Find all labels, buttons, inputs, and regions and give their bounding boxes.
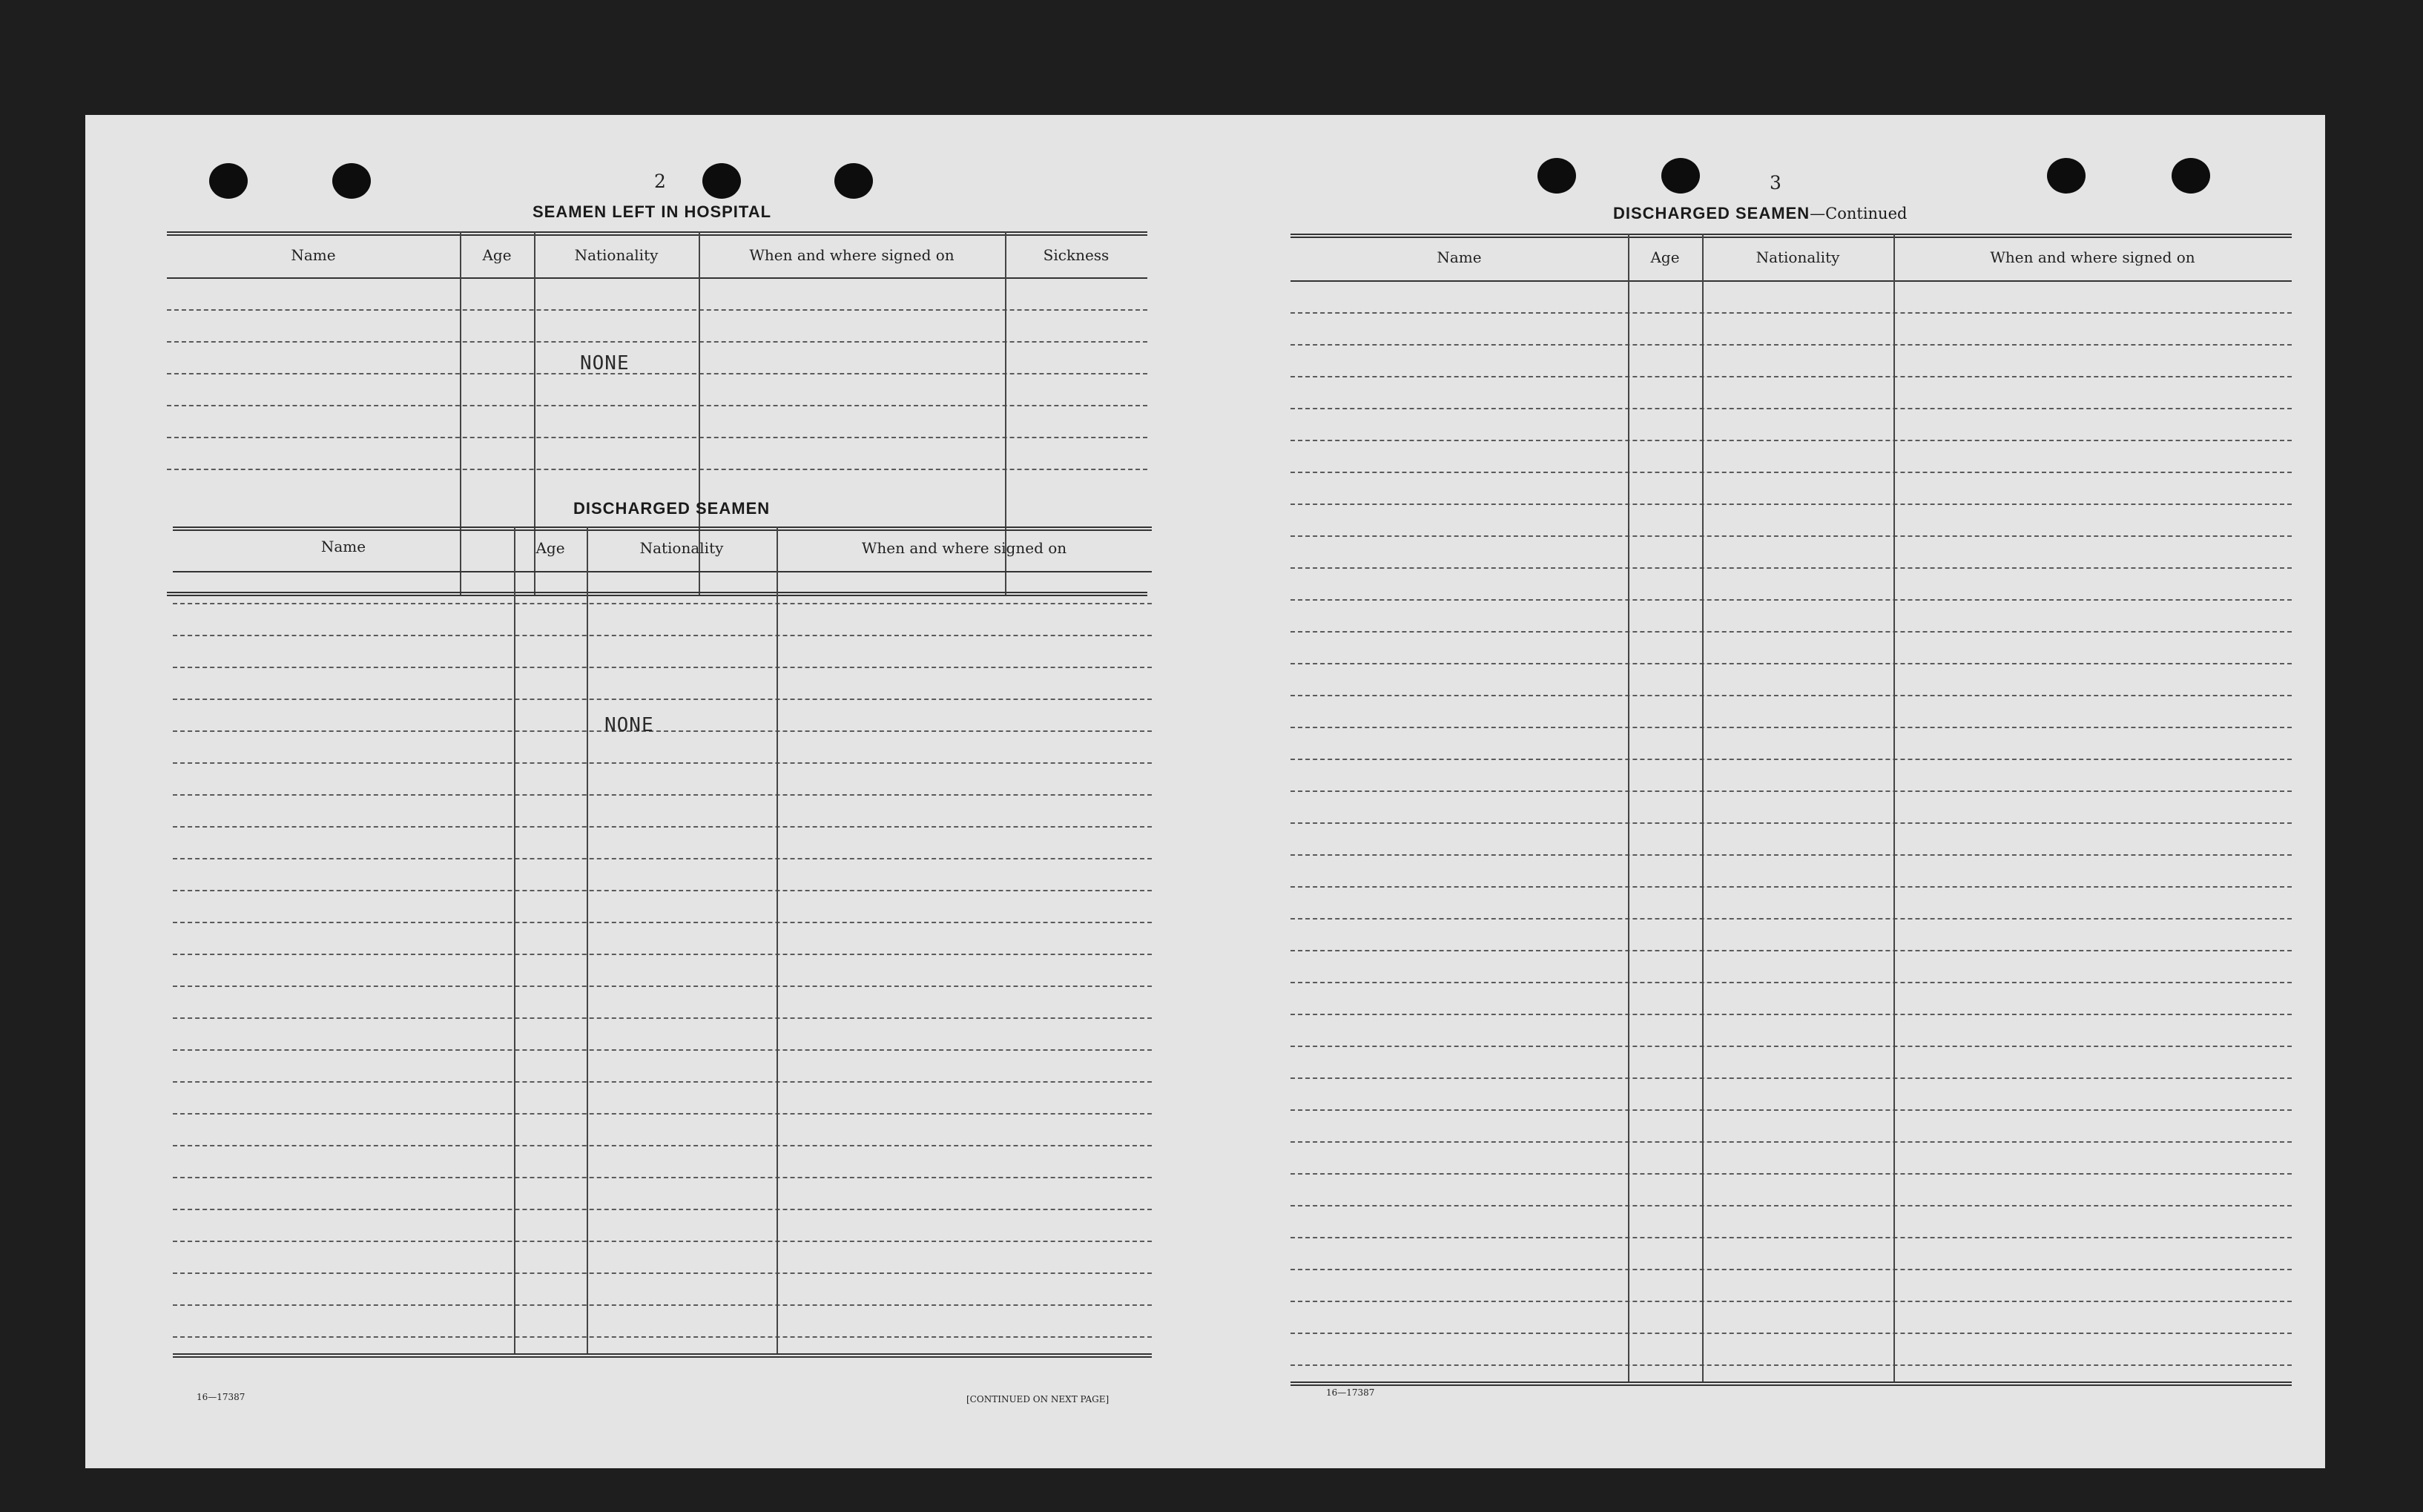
row-line (173, 954, 1152, 955)
row-line (1290, 1269, 2292, 1270)
form-number: 16—17387 (1326, 1387, 1375, 1398)
title-suffix: —Continued (1810, 205, 1908, 222)
row-line (1290, 727, 2292, 728)
row-line (1290, 376, 2292, 377)
discharged-section-title: DISCHARGED SEAMEN (573, 499, 771, 518)
row-line (173, 858, 1152, 859)
row-line (167, 437, 1147, 438)
row-line (167, 469, 1147, 470)
row-line (1290, 1301, 2292, 1302)
punch-hole (209, 163, 248, 199)
column-header-name: Name (1437, 248, 1482, 266)
row-line (167, 405, 1147, 406)
row-line (1290, 918, 2292, 920)
row-line (173, 1113, 1152, 1115)
row-line (173, 1081, 1152, 1083)
table-bottom-rule (1290, 1381, 2292, 1386)
row-line (1290, 535, 2292, 537)
column-header-name: Name (320, 538, 366, 555)
row-line (173, 730, 1152, 732)
row-line (1290, 1046, 2292, 1047)
column-header-age: Age (1650, 248, 1680, 266)
row-line (1290, 982, 2292, 983)
column-header-signed-on: When and where signed on (861, 539, 1067, 557)
row-line (173, 699, 1152, 700)
column-header-nationality: Nationality (639, 539, 724, 557)
hospital-section-title: SEAMEN LEFT IN HOSPITAL (533, 202, 772, 221)
column-divider (587, 526, 588, 1353)
punch-hole (1537, 158, 1576, 194)
column-header-nationality: Nationality (1756, 248, 1840, 266)
row-line (1290, 1237, 2292, 1238)
row-line (173, 1177, 1152, 1178)
row-line (1290, 1205, 2292, 1206)
row-line (173, 890, 1152, 891)
punch-hole (702, 163, 741, 199)
column-header-name: Name (291, 246, 336, 264)
row-line (1290, 1333, 2292, 1334)
discharged-continued-table (1290, 234, 2292, 1409)
row-line (1290, 1364, 2292, 1366)
column-header-nationality: Nationality (574, 246, 659, 264)
register-sheet (85, 115, 2325, 1468)
page-number: 3 (1770, 172, 1781, 194)
row-line (173, 1272, 1152, 1274)
column-header-signed-on: When and where signed on (749, 246, 955, 264)
row-line (1290, 950, 2292, 951)
row-line (173, 922, 1152, 923)
row-line (1290, 886, 2292, 888)
title-main: DISCHARGED SEAMEN (1613, 204, 1810, 222)
table-top-rule (173, 526, 1152, 531)
row-line (1290, 1141, 2292, 1143)
row-line (1290, 599, 2292, 601)
row-line (1290, 695, 2292, 696)
row-line (1290, 822, 2292, 824)
row-line (173, 1336, 1152, 1338)
column-divider (1702, 234, 1704, 1381)
row-line (173, 762, 1152, 764)
row-line (173, 635, 1152, 636)
row-line (173, 667, 1152, 668)
column-divider (777, 526, 778, 1353)
punch-hole (332, 163, 371, 199)
row-line (1290, 1014, 2292, 1015)
row-line (173, 1304, 1152, 1306)
row-line (173, 826, 1152, 828)
column-divider (514, 526, 515, 1353)
row-line (173, 603, 1152, 604)
row-line (1290, 663, 2292, 664)
row-line (1290, 440, 2292, 441)
row-line (1290, 472, 2292, 473)
row-line (173, 794, 1152, 796)
column-divider (1893, 234, 1895, 1381)
row-line (173, 1209, 1152, 1210)
row-line (1290, 1173, 2292, 1175)
table-bottom-rule (173, 1353, 1152, 1358)
column-header-signed-on: When and where signed on (1990, 248, 2195, 266)
table-top-rule (1290, 234, 2292, 238)
row-line (173, 986, 1152, 987)
form-number: 16—17387 (197, 1392, 245, 1402)
row-line (167, 341, 1147, 343)
row-line (1290, 312, 2292, 314)
row-line (1290, 631, 2292, 633)
punch-hole (2172, 158, 2210, 194)
row-line (1290, 854, 2292, 856)
discharged-none-stamp: NONE (604, 714, 654, 736)
row-line (1290, 408, 2292, 409)
hospital-none-stamp: NONE (580, 352, 630, 374)
row-line (167, 373, 1147, 374)
row-line (1290, 504, 2292, 505)
header-rule (1290, 280, 2292, 282)
row-line (173, 1145, 1152, 1146)
column-header-sickness: Sickness (1043, 246, 1110, 264)
punch-hole (2047, 158, 2086, 194)
discharged-continued-title (1613, 204, 1907, 223)
row-line (1290, 790, 2292, 792)
page-number: 2 (654, 171, 666, 192)
column-divider (1628, 234, 1629, 1381)
column-header-age: Age (535, 539, 565, 557)
row-line (173, 1241, 1152, 1242)
punch-hole (834, 163, 873, 199)
row-line (1290, 759, 2292, 760)
row-line (1290, 1077, 2292, 1079)
row-line (1290, 567, 2292, 569)
row-line (173, 1017, 1152, 1019)
header-rule (167, 277, 1147, 279)
continued-note: [CONTINUED ON NEXT PAGE] (966, 1394, 1110, 1404)
row-line (1290, 344, 2292, 346)
row-line (1290, 1109, 2292, 1111)
row-line (167, 309, 1147, 311)
header-rule (173, 571, 1152, 572)
column-header-age: Age (482, 246, 512, 264)
discharged-table (173, 526, 1152, 1358)
row-line (173, 1049, 1152, 1051)
table-top-rule (167, 231, 1147, 236)
punch-hole (1661, 158, 1700, 194)
